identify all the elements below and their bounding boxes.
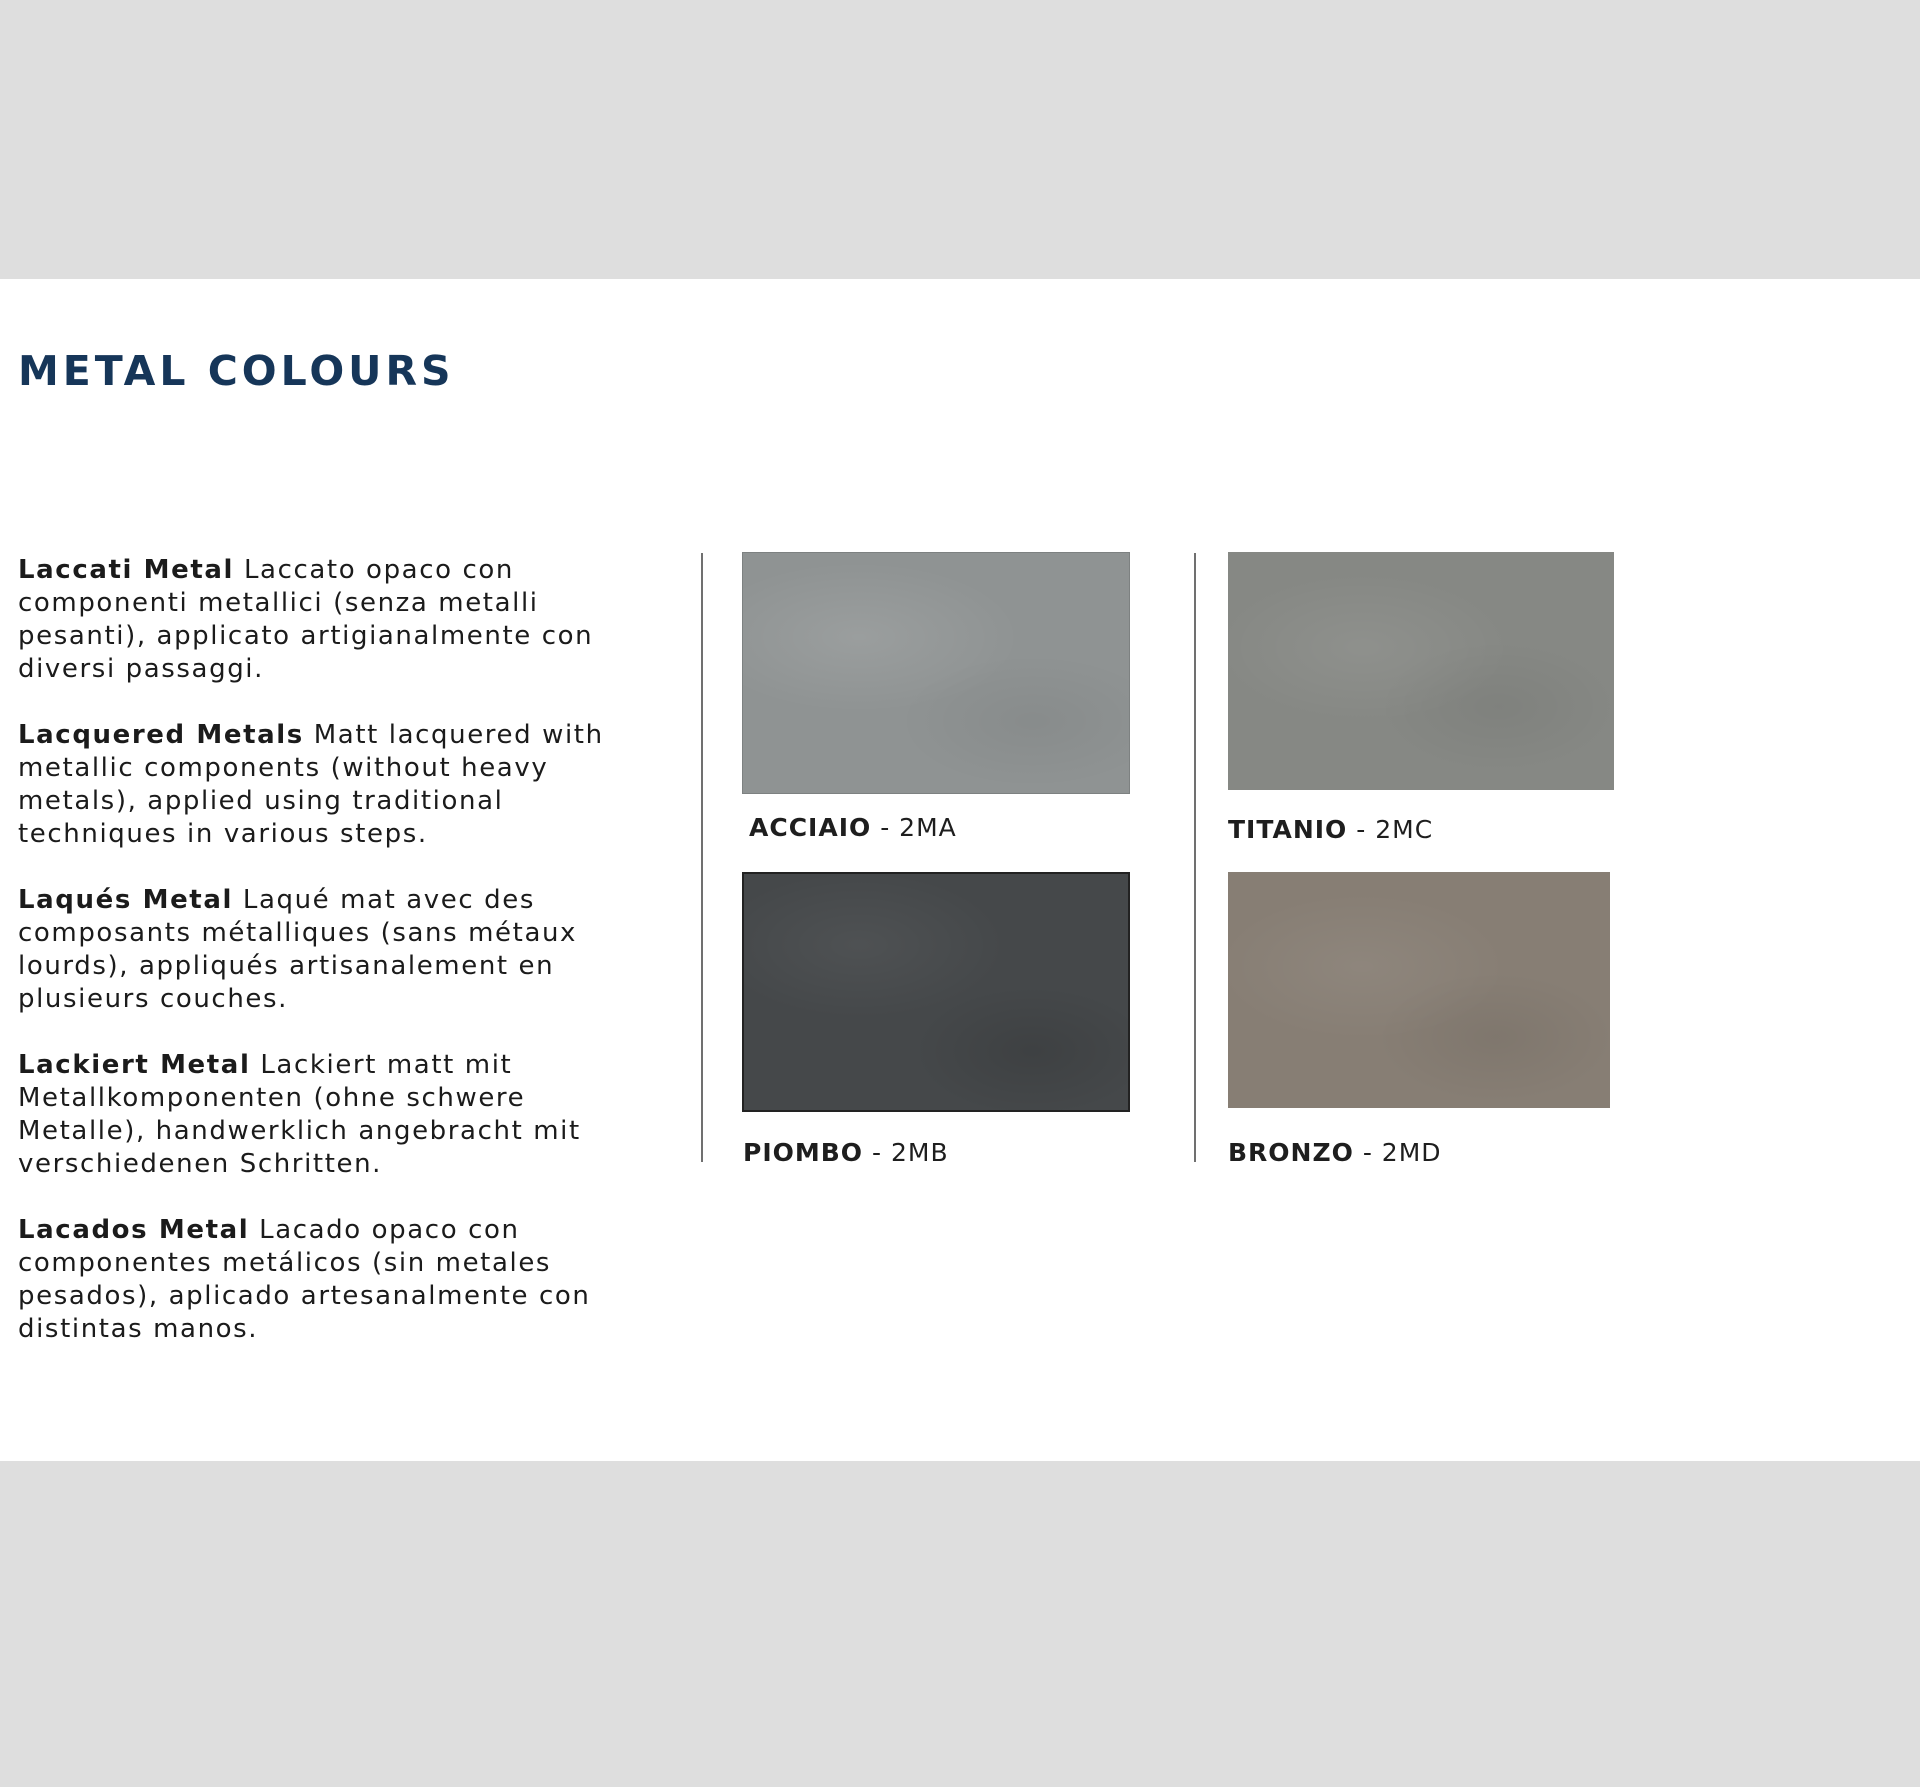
- label-separator: -: [1353, 1138, 1382, 1167]
- swatch-code: 2MD: [1381, 1138, 1442, 1167]
- description-heading: Laqués Metal: [18, 885, 233, 915]
- description-heading: Lacquered Metals: [18, 720, 304, 750]
- catalog-page: [0, 279, 1920, 1461]
- swatch-name: ACCIAIO: [749, 813, 872, 842]
- swatch-acciaio: [742, 552, 1130, 794]
- description-spanish: [18, 1214, 658, 1346]
- description-text: Laccato opaco con componenti metallici (senza metalli pesanti), applicato artigianalmente con diversi passaggi.: [18, 555, 594, 684]
- swatch-piombo: [742, 872, 1130, 1112]
- description-italian: [18, 554, 658, 686]
- column-divider: [701, 553, 703, 1162]
- swatch-name: PIOMBO: [743, 1138, 864, 1167]
- description-text: Matt lacquered with metallic components (without heavy metals), applied using traditional techniques in various steps.: [18, 720, 604, 849]
- finish-descriptions: [18, 554, 658, 1379]
- swatch-name: BRONZO: [1228, 1138, 1354, 1167]
- swatch-label-titanio: [1228, 817, 1433, 842]
- label-separator: -: [1347, 815, 1376, 844]
- swatch-code: 2MC: [1375, 815, 1434, 844]
- swatch-titanio: [1228, 552, 1614, 790]
- label-separator: -: [863, 1138, 891, 1167]
- description-text: Lacado opaco con componentes metálicos (sin metales pesados), aplicado artesanalmente con distintas manos.: [18, 1215, 591, 1344]
- swatch-code: 2MB: [890, 1138, 949, 1167]
- description-english: [18, 719, 658, 851]
- page-title: METAL COLOURS: [18, 347, 455, 395]
- swatch-bronzo: [1228, 872, 1610, 1108]
- label-separator: -: [871, 813, 900, 842]
- swatch-code: 2MA: [899, 813, 957, 842]
- description-german: [18, 1049, 658, 1181]
- description-text: Laqué mat avec des composants métalliques (sans métaux lourds), appliqués artisanalement en plusieurs couches.: [18, 885, 578, 1014]
- description-french: [18, 884, 658, 1016]
- description-heading: Laccati Metal: [18, 555, 235, 585]
- swatch-name: TITANIO: [1228, 815, 1348, 844]
- description-heading: Lacados Metal: [18, 1215, 250, 1245]
- column-divider: [1194, 553, 1196, 1162]
- swatch-label-acciaio: [749, 815, 957, 840]
- swatch-label-bronzo: [1228, 1140, 1442, 1165]
- swatch-label-piombo: [743, 1140, 949, 1165]
- description-heading: Lackiert Metal: [18, 1050, 251, 1080]
- description-text: Lackiert matt mit Metallkomponenten (ohne schwere Metalle), handwerklich angebracht mit verschiedenen Schritten.: [18, 1050, 581, 1179]
